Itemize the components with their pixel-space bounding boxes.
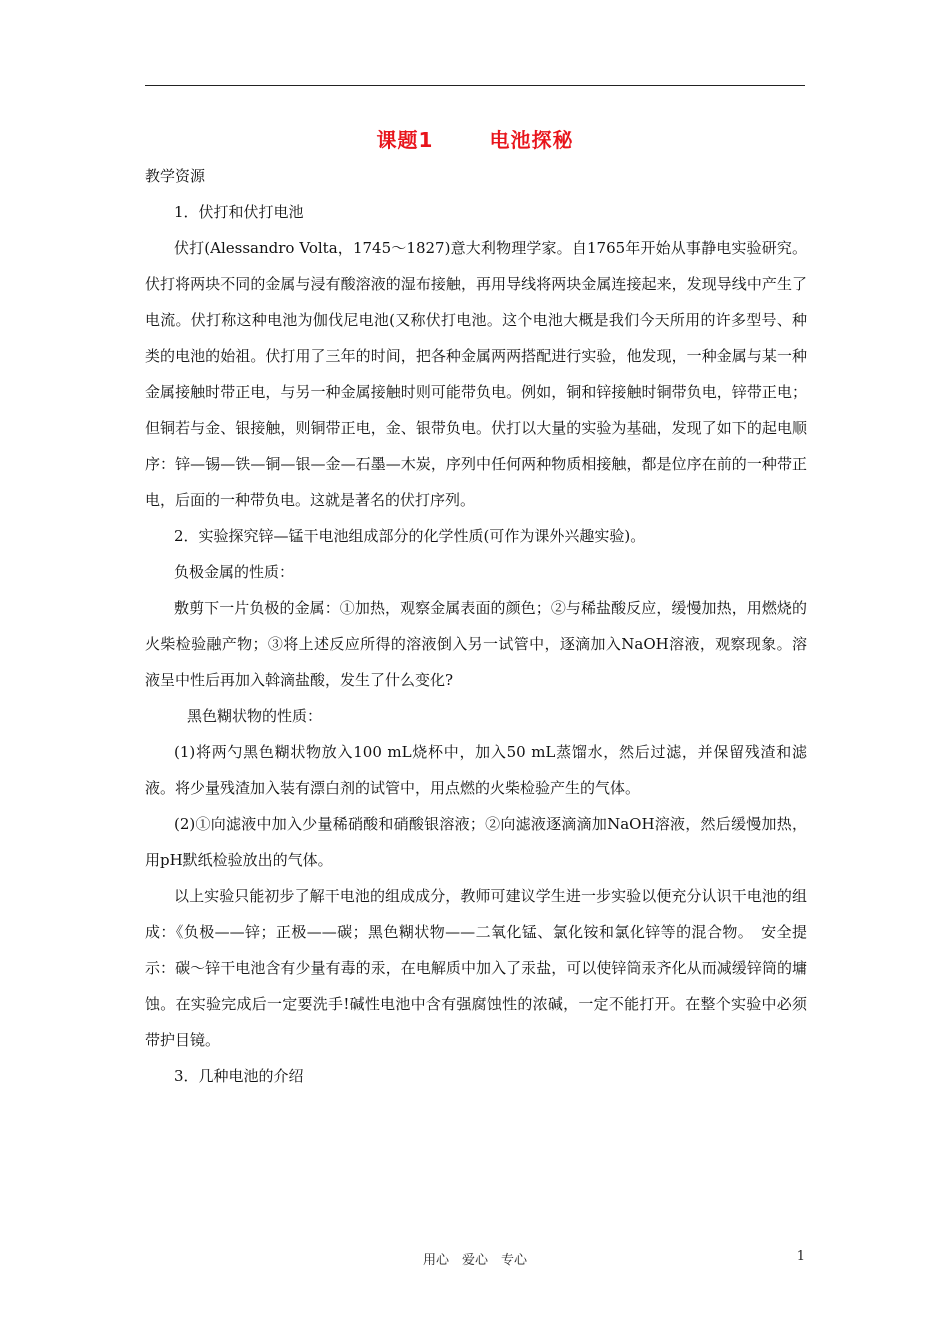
section-2-paragraph-negative: 敷剪下一片负极的金属：①加热，观察金属表面的颜色；②与稀盐酸反应，缓慢加热，用燃烧的火柴检验融产物；③将上述反应所得的溶液倒入另一试管中，逐滴加入NaOH溶液，观察现象。溶液呈中性后再加入斡滴盐酸，发生了什么变化? (145, 599, 807, 689)
footer-motto: 用心 爱心 专心 (422, 1253, 527, 1268)
section-2-subheading-negative: 负极金属的性质： (174, 563, 295, 581)
section-1-paragraph: 伏打(Alessandro Volta，1745～1827)意大利物理学家。自1765年开始从事静电实验研究。伏打将两块不同的金属与浸有酸溶液的湿布接触，再用导线将两块金属连接起来，发现导线中产生了电流。伏打称这种电池为伽伐尼电池(又称伏打电池。这个电池大概是我们今天所用的许多型号、种类的电池的始祖。伏打用了三年的时间，把各种金属两两搭配进行实验，他发现，一种金属与某一种金属接触时带正电，与另一种金属接触时则可能带负电。例如，铜和锌接触时铜带负电，锌带正电；但铜若与金、银接触，则铜带正电，金、银带负电。伏打以大量的实验为基础，发现了如下的起电顺序：锌—锡—铁—铜—银—金—石墨—木炭，序列中任何两种物质相接触，都是位序在前的一种带正电，后面的一种带负电。这就是著名的伏打序列。 (145, 239, 807, 509)
section-1-heading: 1．伏打和伏打电池 (174, 203, 304, 221)
document-body (145, 158, 807, 1094)
section-2-paragraph-step1: (1)将两勺黑色糊状物放入100 mL烧杯中，加入50 mL蒸馏水，然后过滤，并保留残渣和滤液。将少量残渣加入装有漂白剂的试管中，用点燃的火柴检验产生的气体。 (145, 743, 807, 797)
page-number: 1 (796, 1249, 805, 1264)
section-label: 教学资源 (145, 167, 206, 185)
section-2-heading: 2．实验探究锌—锰干电池组成部分的化学性质(可作为课外兴趣实验)。 (174, 527, 646, 545)
section-2-paragraph-step2: (2)①向滤液中加入少量稀硝酸和硝酸银溶液；②向滤液逐滴滴加NaOH溶液，然后缓慢加热，用pH默纸检验放出的气体。 (145, 815, 807, 869)
page-title (0, 124, 950, 153)
section-2-subheading-paste: 黑色糊状物的性质： (187, 707, 323, 725)
title-prefix: 课题1 (376, 128, 434, 152)
title-main: 电池探秘 (489, 128, 574, 152)
page-footer (0, 1249, 950, 1269)
header-rule (145, 85, 805, 86)
section-3-heading: 3．几种电池的介绍 (174, 1067, 304, 1085)
section-2-paragraph-summary: 以上实验只能初步了解干电池的组成成分，教师可建议学生进一步实验以便充分认识干电池的组成：《负极——锌；正极——碳；黑色糊状物——二氧化锰、氯化铵和氯化锌等的混合物。 安全提示：碳～锌干电池含有少量有毒的汞，在电解质中加入了汞盐，可以使锌筒汞齐化从而减缓锌筒的墉蚀。在实验完成后一定要洗手!碱性电池中含有强腐蚀性的浓碱，一定不能打开。在整个实验中必须带护目镜。 (145, 887, 807, 1049)
